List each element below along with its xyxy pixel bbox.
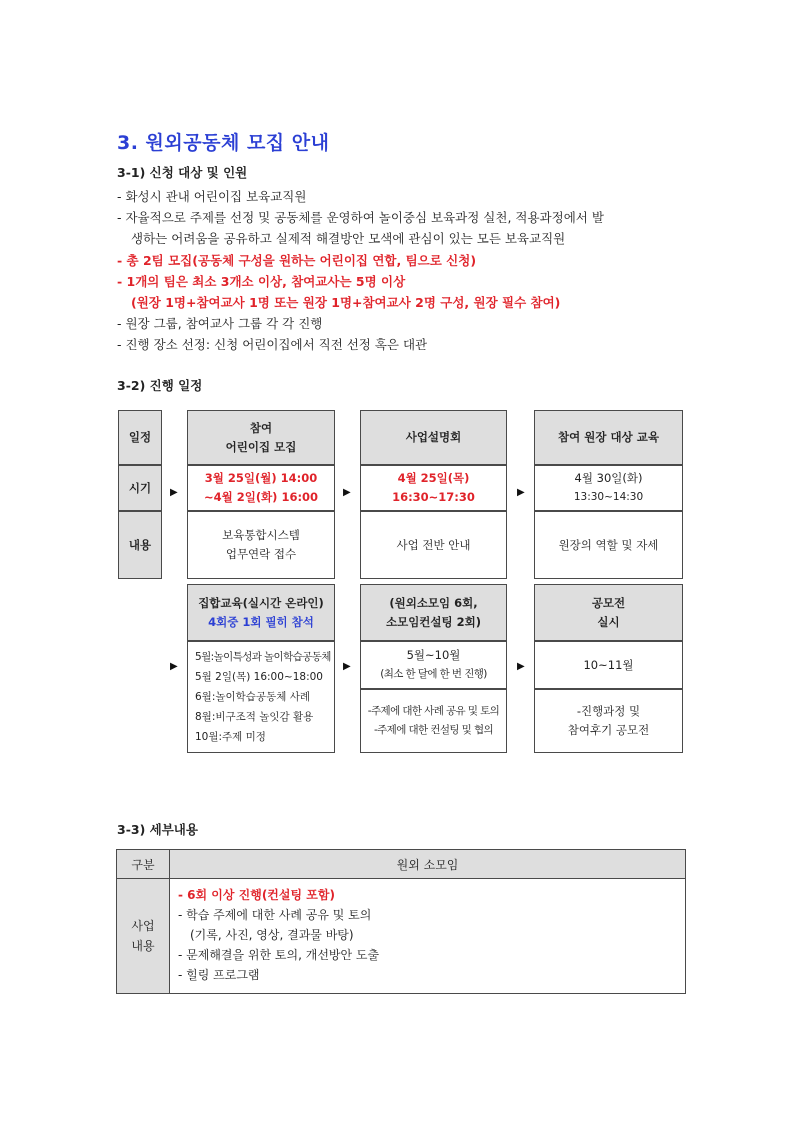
stage6-title (534, 584, 683, 641)
stage4-line: 8월:비구조적 놀잇감 활용 (195, 711, 314, 723)
table-row-body (170, 879, 686, 994)
stage3-date-line1: 4월 30일(화) (574, 471, 643, 485)
section3-heading: 3-3) 세부내용 (117, 822, 198, 837)
list-item: - 자율적으로 주제를 선정 및 공동체를 운영하여 놀이중심 보육과정 실천, 적용과정에서 발 (117, 210, 604, 226)
stage1-desc (187, 511, 335, 579)
row-label-period: 시기 (118, 465, 162, 511)
list-item: 생하는 어려움을 공유하고 실제적 해결방안 모색에 관심이 있는 모든 보육교직원 (131, 231, 566, 247)
list-item: - 화성시 관내 어린이집 보육교직원 (117, 189, 307, 204)
stage4-title-line2: 4회중 1회 필히 참석 (208, 614, 314, 629)
stage1-title-line2: 어린이집 모집 (225, 439, 297, 454)
detail-item: - 문제해결을 위한 토의, 개선방안 도출 (178, 948, 380, 962)
stage2-date (360, 465, 507, 511)
stage5-desc-line1: -주제에 대한 사례 공유 및 토의 (367, 705, 500, 717)
row-label-content: 내용 (118, 511, 162, 579)
table-header: 구분 (117, 850, 170, 879)
stage1-desc-line2: 업무연락 접수 (225, 547, 297, 561)
stage6-date: 10~11월 (534, 641, 683, 689)
table-row-label (117, 879, 170, 994)
arrow-icon: ▶ (343, 661, 351, 672)
arrow-icon: ▶ (343, 487, 351, 498)
stage3-date (534, 465, 683, 511)
arrow-icon: ▶ (170, 487, 178, 498)
list-item: - 진행 장소 선정: 신청 어린이집에서 직전 선정 혹은 대관 (117, 337, 428, 353)
arrow-icon: ▶ (517, 661, 525, 672)
detail-item-highlight: - 6회 이상 진행(컨설팅 포함) (178, 888, 335, 902)
stage6-title-line1: 공모전 (591, 595, 626, 610)
stage3-date-line2: 13:30~14:30 (573, 491, 644, 503)
stage6-desc (534, 689, 683, 753)
stage3-desc: 원장의 역할 및 자세 (534, 511, 683, 579)
table-header: 원외 소모임 (170, 850, 686, 879)
stage6-title-line2: 실시 (597, 614, 620, 629)
stage4-line: 10월:주제 미정 (195, 731, 266, 743)
detail-table (116, 849, 686, 994)
stage5-title-line2: 소모임컨설팅 2회) (385, 614, 482, 629)
stage1-date (187, 465, 335, 511)
row-label-line2: 내용 (131, 939, 155, 953)
section2-heading: 3-2) 진행 일정 (117, 378, 203, 393)
stage4-line: 6월:놀이학습공동체 사례 (195, 691, 310, 703)
list-item-highlight: (원장 1명+참여교사 1명 또는 원장 1명+참여교사 2명 구성, 원장 필수 참여) (131, 295, 561, 311)
detail-item: - 학습 주제에 대한 사례 공유 및 토의 (178, 908, 372, 922)
stage5-title (360, 584, 507, 641)
stage5-date-line2: (최소 한 달에 한 번 진행) (380, 668, 487, 680)
stage4-line: 5월:놀이특성과 놀이학습공동체 (195, 651, 331, 663)
stage4-title-line1: 집합교육(실시간 온라인) (198, 595, 324, 610)
stage5-date (360, 641, 507, 689)
row-label-schedule: 일정 (118, 410, 162, 465)
stage6-desc-line2: 참여후기 공모전 (567, 723, 650, 737)
arrow-icon: ▶ (170, 661, 178, 672)
arrow-icon: ▶ (517, 487, 525, 498)
stage2-desc: 사업 전반 안내 (360, 511, 507, 579)
stage4-desc (187, 641, 335, 753)
row-label-line1: 사업 (131, 919, 155, 933)
section1-heading: 3-1) 신청 대상 및 인원 (117, 165, 248, 180)
stage5-desc-line2: -주제에 대한 컨설팅 및 협의 (373, 724, 494, 736)
detail-item: (기록, 사진, 영상, 결과물 바탕) (190, 928, 354, 942)
stage2-date-line1: 4월 25일(목) (397, 471, 470, 485)
stage3-title: 참여 원장 대상 교육 (534, 410, 683, 465)
stage4-title (187, 584, 335, 641)
stage4-line: 5월 2일(목) 16:00~18:00 (195, 671, 323, 683)
detail-item: - 힐링 프로그램 (178, 968, 260, 982)
stage5-title-line1: (원외소모임 6회, (389, 595, 478, 610)
stage1-date-line2: ~4월 2일(화) 16:00 (203, 490, 319, 504)
list-item-highlight: - 총 2팀 모집(공동체 구성을 원하는 어린이집 연합, 팀으로 신청) (117, 252, 477, 268)
stage1-desc-line1: 보육통합시스템 (222, 528, 300, 542)
stage5-date-line1: 5월~10월 (406, 648, 461, 662)
section-title: 3. 원외공동체 모집 안내 (117, 132, 330, 154)
stage1-date-line1: 3월 25일(월) 14:00 (204, 471, 318, 485)
stage1-title (187, 410, 335, 465)
list-item: - 원장 그룹, 참여교사 그룹 각 각 진행 (117, 316, 323, 332)
stage2-title: 사업설명회 (360, 410, 507, 465)
list-item-highlight: - 1개의 팀은 최소 3개소 이상, 참여교사는 5명 이상 (117, 273, 406, 289)
stage5-desc (360, 689, 507, 753)
section1-list (117, 186, 697, 356)
stage1-title-line1: 참여 (249, 420, 273, 435)
stage6-desc-line1: -진행과정 및 (576, 704, 641, 718)
stage2-date-line2: 16:30~17:30 (392, 490, 475, 504)
